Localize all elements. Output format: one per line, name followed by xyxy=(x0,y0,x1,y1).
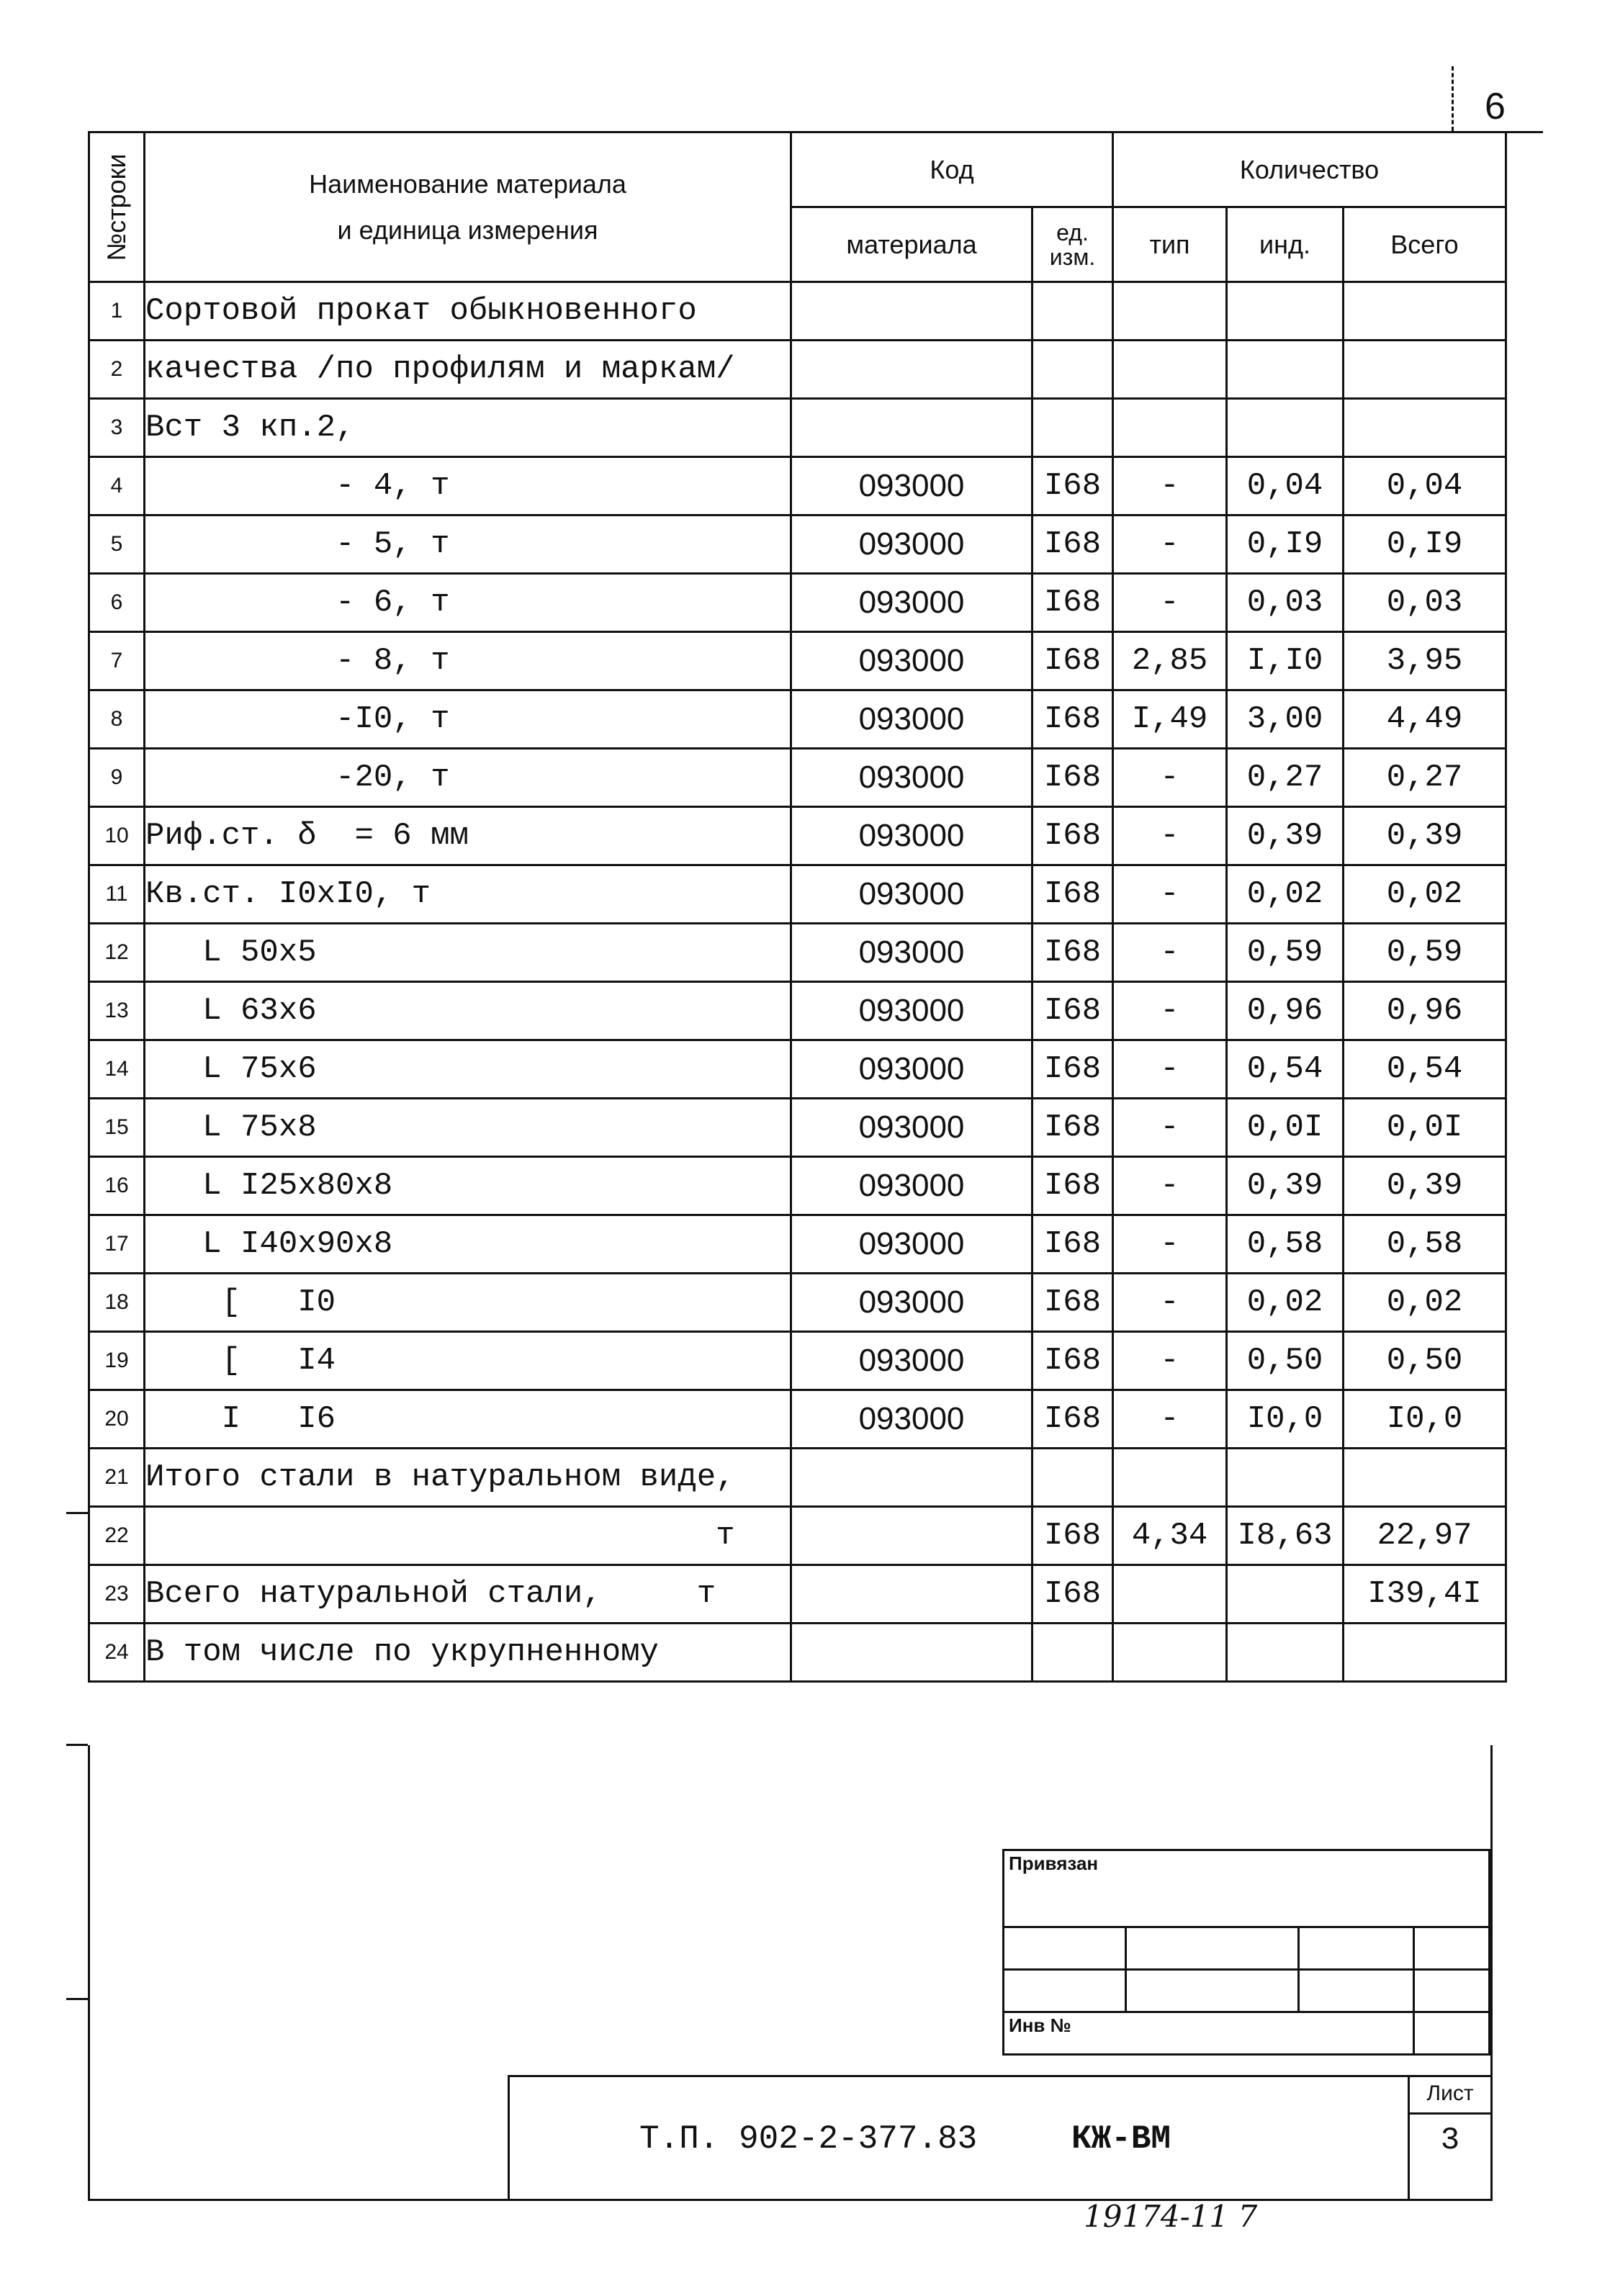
binding-stamp xyxy=(1002,1849,1488,2056)
quantity-total-cell: 0,27 xyxy=(1344,749,1506,807)
material-code-cell xyxy=(791,1449,1033,1507)
quantity-total-cell: 0,02 xyxy=(1344,865,1506,924)
table-row xyxy=(89,1449,1506,1507)
table-row xyxy=(89,690,1506,749)
quantity-total-cell: I0,0 xyxy=(1344,1390,1506,1449)
quantity-ind-cell xyxy=(1227,1449,1344,1507)
quantity-total-cell: 0,03 xyxy=(1344,574,1506,632)
quantity-tip-cell xyxy=(1113,1624,1227,1682)
quantity-tip-cell: - xyxy=(1113,865,1227,924)
quantity-ind-cell: 0,02 xyxy=(1227,1274,1344,1332)
header-material-code: материала xyxy=(791,207,1033,282)
row-number-cell: 14 xyxy=(89,1040,145,1099)
quantity-tip-cell: 4,34 xyxy=(1113,1507,1227,1565)
material-name-cell: I I6 xyxy=(145,1390,791,1449)
material-code-cell: 093000 xyxy=(791,457,1033,516)
material-code-cell xyxy=(791,1507,1033,1565)
quantity-total-cell: 0,0I xyxy=(1344,1099,1506,1157)
unit-cell: I68 xyxy=(1033,690,1113,749)
quantity-total-cell: 0,39 xyxy=(1344,1157,1506,1215)
table-row xyxy=(89,516,1506,574)
quantity-tip-cell: - xyxy=(1113,924,1227,982)
material-name-cell: L 75x6 xyxy=(145,1040,791,1099)
quantity-total-cell xyxy=(1344,1624,1506,1682)
quantity-total-cell xyxy=(1344,1449,1506,1507)
table-row xyxy=(89,924,1506,982)
quantity-tip-cell: 2,85 xyxy=(1113,632,1227,690)
quantity-tip-cell: - xyxy=(1113,1274,1227,1332)
material-name-cell: [ I0 xyxy=(145,1274,791,1332)
row-number-cell: 24 xyxy=(89,1624,145,1682)
unit-cell: I68 xyxy=(1033,807,1113,865)
header-total: Всего xyxy=(1344,207,1506,282)
unit-cell: I68 xyxy=(1033,574,1113,632)
quantity-ind-cell: 0,50 xyxy=(1227,1332,1344,1390)
header-row-number: №строки xyxy=(89,132,145,282)
material-code-cell: 093000 xyxy=(791,1099,1033,1157)
quantity-total-cell: I39,4I xyxy=(1344,1565,1506,1624)
document-code: Т.П. 902-2-377.83 xyxy=(639,2120,978,2158)
material-code-cell: 093000 xyxy=(791,807,1033,865)
quantity-total-cell: 0,02 xyxy=(1344,1274,1506,1332)
margin-mark xyxy=(66,1512,88,1514)
material-name-cell: Кв.ст. I0xI0, т xyxy=(145,865,791,924)
table-row xyxy=(89,399,1506,457)
table-row xyxy=(89,1390,1506,1449)
material-code-cell: 093000 xyxy=(791,982,1033,1040)
material-name-cell: В том числе по укрупненному xyxy=(145,1624,791,1682)
quantity-tip-cell xyxy=(1113,399,1227,457)
material-code-cell: 093000 xyxy=(791,924,1033,982)
row-number-cell: 1 xyxy=(89,282,145,341)
page-number: 6 xyxy=(1485,86,1506,127)
table-row xyxy=(89,1040,1506,1099)
material-name-cell: Риф.ст. δ = 6 мм xyxy=(145,807,791,865)
unit-cell: I68 xyxy=(1033,516,1113,574)
table-row xyxy=(89,574,1506,632)
table-row xyxy=(89,1507,1506,1565)
quantity-ind-cell: I,I0 xyxy=(1227,632,1344,690)
row-number-cell: 13 xyxy=(89,982,145,1040)
quantity-total-cell: 0,04 xyxy=(1344,457,1506,516)
quantity-total-cell: 0,I9 xyxy=(1344,516,1506,574)
header-tip: тип xyxy=(1113,207,1227,282)
quantity-ind-cell xyxy=(1227,282,1344,341)
unit-cell: I68 xyxy=(1033,1565,1113,1624)
material-name-cell: Итого стали в натуральном виде, xyxy=(145,1449,791,1507)
header-unit: ед. изм. xyxy=(1033,207,1113,282)
row-number-cell: 11 xyxy=(89,865,145,924)
material-code-cell xyxy=(791,282,1033,341)
row-number-cell: 18 xyxy=(89,1274,145,1332)
row-number-cell: 19 xyxy=(89,1332,145,1390)
quantity-ind-cell: 0,39 xyxy=(1227,1157,1344,1215)
stamp-inv-no: Инв № xyxy=(1004,2012,1414,2055)
margin-mark xyxy=(66,1744,88,1746)
row-number-cell: 8 xyxy=(89,690,145,749)
quantity-total-cell: 0,58 xyxy=(1344,1215,1506,1274)
quantity-ind-cell: I0,0 xyxy=(1227,1390,1344,1449)
quantity-tip-cell: - xyxy=(1113,807,1227,865)
row-number-cell: 23 xyxy=(89,1565,145,1624)
material-name-cell: - 6, т xyxy=(145,574,791,632)
table-row xyxy=(89,982,1506,1040)
material-code-cell xyxy=(791,399,1033,457)
unit-cell: I68 xyxy=(1033,1157,1113,1215)
material-name-cell: [ I4 xyxy=(145,1332,791,1390)
header-quantity: Количество xyxy=(1113,132,1506,207)
material-code-cell: 093000 xyxy=(791,516,1033,574)
quantity-total-cell: 4,49 xyxy=(1344,690,1506,749)
material-code-cell xyxy=(791,341,1033,399)
quantity-ind-cell: 0,0I xyxy=(1227,1099,1344,1157)
quantity-ind-cell: 0,02 xyxy=(1227,865,1344,924)
document-mark: КЖ-ВМ xyxy=(1071,2120,1171,2158)
sheet-cell xyxy=(1408,2075,1490,2199)
material-name-cell: -I0, т xyxy=(145,690,791,749)
quantity-ind-cell: 0,59 xyxy=(1227,924,1344,982)
quantity-ind-cell xyxy=(1227,341,1344,399)
quantity-tip-cell xyxy=(1113,1449,1227,1507)
material-code-cell: 093000 xyxy=(791,749,1033,807)
material-code-cell: 093000 xyxy=(791,1215,1033,1274)
quantity-total-cell: 22,97 xyxy=(1344,1507,1506,1565)
material-code-cell: 093000 xyxy=(791,1332,1033,1390)
quantity-tip-cell: - xyxy=(1113,574,1227,632)
quantity-ind-cell xyxy=(1227,1565,1344,1624)
quantity-ind-cell: 0,27 xyxy=(1227,749,1344,807)
unit-cell: I68 xyxy=(1033,924,1113,982)
quantity-total-cell: 0,50 xyxy=(1344,1332,1506,1390)
quantity-tip-cell: - xyxy=(1113,749,1227,807)
row-number-cell: 5 xyxy=(89,516,145,574)
quantity-tip-cell: I,49 xyxy=(1113,690,1227,749)
row-number-cell: 2 xyxy=(89,341,145,399)
row-number-cell: 10 xyxy=(89,807,145,865)
material-name-cell: -20, т xyxy=(145,749,791,807)
unit-cell xyxy=(1033,341,1113,399)
quantity-tip-cell xyxy=(1113,341,1227,399)
unit-cell: I68 xyxy=(1033,1215,1113,1274)
quantity-total-cell xyxy=(1344,341,1506,399)
table-row xyxy=(89,1215,1506,1274)
material-name-cell: - 4, т xyxy=(145,457,791,516)
material-name-cell: L 75x8 xyxy=(145,1099,791,1157)
quantity-ind-cell: 0,03 xyxy=(1227,574,1344,632)
row-number-cell: 16 xyxy=(89,1157,145,1215)
material-code-cell: 093000 xyxy=(791,690,1033,749)
row-number-cell: 3 xyxy=(89,399,145,457)
row-number-cell: 22 xyxy=(89,1507,145,1565)
quantity-ind-cell: 3,00 xyxy=(1227,690,1344,749)
table-row xyxy=(89,1099,1506,1157)
quantity-ind-cell: 0,58 xyxy=(1227,1215,1344,1274)
row-number-cell: 6 xyxy=(89,574,145,632)
material-code-cell: 093000 xyxy=(791,632,1033,690)
material-code-cell: 093000 xyxy=(791,1390,1033,1449)
unit-cell: I68 xyxy=(1033,1332,1113,1390)
quantity-ind-cell: I8,63 xyxy=(1227,1507,1344,1565)
quantity-tip-cell: - xyxy=(1113,457,1227,516)
material-name-cell: Вст 3 кп.2, xyxy=(145,399,791,457)
quantity-tip-cell: - xyxy=(1113,1332,1227,1390)
materials-table xyxy=(88,131,1507,1683)
table-row xyxy=(89,1157,1506,1215)
quantity-ind-cell xyxy=(1227,1624,1344,1682)
unit-cell xyxy=(1033,1624,1113,1682)
quantity-total-cell: 0,39 xyxy=(1344,807,1506,865)
material-name-cell: L I25x80x8 xyxy=(145,1157,791,1215)
table-row xyxy=(89,1274,1506,1332)
row-number-cell: 17 xyxy=(89,1215,145,1274)
quantity-tip-cell: - xyxy=(1113,1157,1227,1215)
table-row xyxy=(89,1624,1506,1682)
unit-cell: I68 xyxy=(1033,1507,1113,1565)
header-row-1 xyxy=(89,132,1506,207)
margin-tick xyxy=(1452,66,1454,131)
quantity-tip-cell: - xyxy=(1113,1040,1227,1099)
quantity-tip-cell: - xyxy=(1113,1099,1227,1157)
unit-cell: I68 xyxy=(1033,1040,1113,1099)
unit-cell: I68 xyxy=(1033,865,1113,924)
quantity-total-cell: 0,54 xyxy=(1344,1040,1506,1099)
unit-cell: I68 xyxy=(1033,1099,1113,1157)
row-number-cell: 15 xyxy=(89,1099,145,1157)
row-number-cell: 21 xyxy=(89,1449,145,1507)
material-code-cell xyxy=(791,1624,1033,1682)
material-code-cell xyxy=(791,1565,1033,1624)
unit-cell xyxy=(1033,282,1113,341)
table-row xyxy=(89,457,1506,516)
stamp-privyazan: Привязан xyxy=(1004,1850,1490,1927)
quantity-tip-cell xyxy=(1113,282,1227,341)
quantity-ind-cell xyxy=(1227,399,1344,457)
quantity-total-cell: 0,96 xyxy=(1344,982,1506,1040)
material-name-cell: качества /по профилям и маркам/ xyxy=(145,341,791,399)
quantity-ind-cell: 0,54 xyxy=(1227,1040,1344,1099)
unit-cell xyxy=(1033,399,1113,457)
quantity-ind-cell: 0,39 xyxy=(1227,807,1344,865)
unit-cell: I68 xyxy=(1033,982,1113,1040)
title-block xyxy=(508,2075,1490,2201)
material-code-cell: 093000 xyxy=(791,574,1033,632)
quantity-tip-cell: - xyxy=(1113,516,1227,574)
quantity-total-cell xyxy=(1344,399,1506,457)
material-name-cell: L I40x90x8 xyxy=(145,1215,791,1274)
table-row xyxy=(89,807,1506,865)
quantity-tip-cell: - xyxy=(1113,1215,1227,1274)
header-ind: инд. xyxy=(1227,207,1344,282)
quantity-tip-cell: - xyxy=(1113,1390,1227,1449)
row-number-cell: 12 xyxy=(89,924,145,982)
quantity-ind-cell: 0,96 xyxy=(1227,982,1344,1040)
quantity-total-cell: 0,59 xyxy=(1344,924,1506,982)
header-material-name: Наименование материала и единица измерения xyxy=(145,132,791,282)
archive-number: 19174-11 7 xyxy=(1084,2199,1258,2234)
material-name-cell: - 8, т xyxy=(145,632,791,690)
quantity-ind-cell: 0,I9 xyxy=(1227,516,1344,574)
material-name-cell: т xyxy=(145,1507,791,1565)
row-number-cell: 9 xyxy=(89,749,145,807)
material-name-cell: Всего натуральной стали, т xyxy=(145,1565,791,1624)
quantity-total-cell xyxy=(1344,282,1506,341)
unit-cell: I68 xyxy=(1033,632,1113,690)
material-code-cell: 093000 xyxy=(791,1157,1033,1215)
unit-cell: I68 xyxy=(1033,1274,1113,1332)
quantity-tip-cell: - xyxy=(1113,982,1227,1040)
header-code: Код xyxy=(791,132,1113,207)
table-row xyxy=(89,632,1506,690)
unit-cell: I68 xyxy=(1033,457,1113,516)
material-code-cell: 093000 xyxy=(791,865,1033,924)
unit-cell: I68 xyxy=(1033,749,1113,807)
material-name-cell: L 50x5 xyxy=(145,924,791,982)
unit-cell: I68 xyxy=(1033,1390,1113,1449)
table-row xyxy=(89,1332,1506,1390)
table-row xyxy=(89,865,1506,924)
margin-mark xyxy=(66,1998,88,2000)
quantity-tip-cell xyxy=(1113,1565,1227,1624)
quantity-total-cell: 3,95 xyxy=(1344,632,1506,690)
table-row xyxy=(89,749,1506,807)
table-row xyxy=(89,282,1506,341)
material-code-cell: 093000 xyxy=(791,1274,1033,1332)
row-number-cell: 20 xyxy=(89,1390,145,1449)
material-code-cell: 093000 xyxy=(791,1040,1033,1099)
row-number-cell: 7 xyxy=(89,632,145,690)
sheet-value: 3 xyxy=(1440,2122,1460,2158)
material-name-cell: L 63x6 xyxy=(145,982,791,1040)
material-name-cell: Сортовой прокат обыкновенного xyxy=(145,282,791,341)
unit-cell xyxy=(1033,1449,1113,1507)
quantity-ind-cell: 0,04 xyxy=(1227,457,1344,516)
table-row xyxy=(89,341,1506,399)
row-number-cell: 4 xyxy=(89,457,145,516)
sheet-label: Лист xyxy=(1410,2075,1490,2115)
material-name-cell: - 5, т xyxy=(145,516,791,574)
table-row xyxy=(89,1565,1506,1624)
